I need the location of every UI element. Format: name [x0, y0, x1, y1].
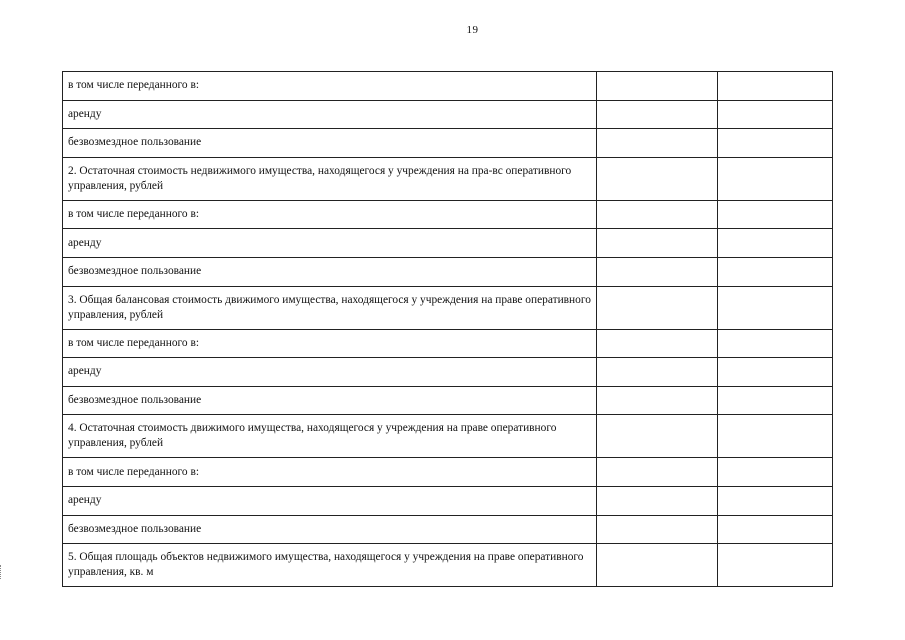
table-row [63, 200, 833, 229]
table-row [63, 129, 833, 158]
page-number: 19 [466, 24, 479, 36]
table-row [63, 329, 833, 358]
table-row [63, 157, 833, 200]
row-label-cell: 5. Общая площадь объектов недвижимого имущества, находящегося у учреждения на праве оперативного управления, кв. м [63, 544, 597, 587]
value-cell-2[interactable] [718, 458, 833, 487]
value-cell-2[interactable] [718, 486, 833, 515]
value-cell-1[interactable] [597, 100, 718, 129]
row-label-cell: аренду [63, 100, 597, 129]
row-label-cell: в том числе переданного в: [63, 72, 597, 101]
value-cell-2[interactable] [718, 415, 833, 458]
value-cell-1[interactable] [597, 486, 718, 515]
row-label-cell: безвозмездное пользование [63, 129, 597, 158]
row-label-cell: 3. Общая балансовая стоимость движимого имущества, находящегося у учреждения на праве оперативного управления, рублей [63, 286, 597, 329]
value-cell-1[interactable] [597, 329, 718, 358]
value-cell-2[interactable] [718, 386, 833, 415]
value-cell-1[interactable] [597, 358, 718, 387]
value-cell-2[interactable] [718, 72, 833, 101]
value-cell-1[interactable] [597, 515, 718, 544]
value-cell-1[interactable] [597, 72, 718, 101]
table-row [63, 72, 833, 101]
value-cell-2[interactable] [718, 329, 833, 358]
table-row [63, 386, 833, 415]
row-label-cell: безвозмездное пользование [63, 257, 597, 286]
value-cell-1[interactable] [597, 157, 718, 200]
property-report-table [62, 71, 833, 587]
row-label-cell: безвозмездное пользование [63, 386, 597, 415]
table-row [63, 544, 833, 587]
table-row [63, 100, 833, 129]
value-cell-2[interactable] [718, 129, 833, 158]
row-label-cell: 4. Остаточная стоимость движимого имущества, находящегося у учреждения на праве оперативного управления, рублей [63, 415, 597, 458]
value-cell-1[interactable] [597, 544, 718, 587]
value-cell-2[interactable] [718, 544, 833, 587]
table-row [63, 415, 833, 458]
value-cell-2[interactable] [718, 358, 833, 387]
value-cell-2[interactable] [718, 286, 833, 329]
value-cell-2[interactable] [718, 200, 833, 229]
value-cell-1[interactable] [597, 458, 718, 487]
row-label-cell: аренду [63, 486, 597, 515]
value-cell-1[interactable] [597, 415, 718, 458]
value-cell-1[interactable] [597, 129, 718, 158]
value-cell-1[interactable] [597, 257, 718, 286]
row-label-cell: аренду [63, 358, 597, 387]
row-label-cell: 2. Остаточная стоимость недвижимого имущества, находящегося у учреждения на пра-вс оперативного управления, рублей [63, 157, 597, 200]
table-row [63, 358, 833, 387]
table-row [63, 286, 833, 329]
table-row [63, 486, 833, 515]
report-table-body [63, 72, 833, 587]
table-row [63, 229, 833, 258]
value-cell-1[interactable] [597, 200, 718, 229]
row-label-cell: в том числе переданного в: [63, 458, 597, 487]
table-row [63, 257, 833, 286]
row-label-cell: безвозмездное пользование [63, 515, 597, 544]
value-cell-2[interactable] [718, 100, 833, 129]
row-label-cell: в том числе переданного в: [63, 329, 597, 358]
row-label-cell: в том числе переданного в: [63, 200, 597, 229]
value-cell-2[interactable] [718, 515, 833, 544]
row-label-cell: аренду [63, 229, 597, 258]
value-cell-1[interactable] [597, 286, 718, 329]
table-row [63, 515, 833, 544]
table-row [63, 458, 833, 487]
value-cell-2[interactable] [718, 157, 833, 200]
value-cell-2[interactable] [718, 229, 833, 258]
value-cell-1[interactable] [597, 229, 718, 258]
value-cell-1[interactable] [597, 386, 718, 415]
scan-edge-mark [0, 565, 4, 579]
value-cell-2[interactable] [718, 257, 833, 286]
